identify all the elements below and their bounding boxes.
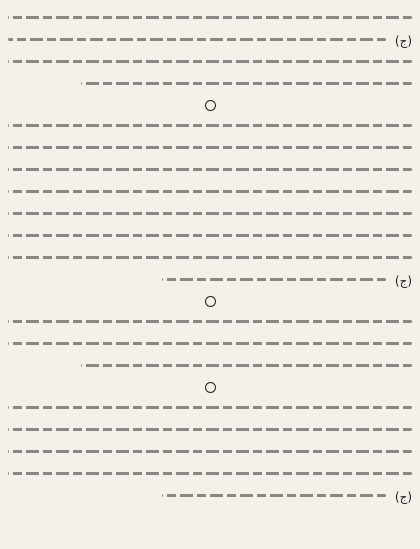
section-separator xyxy=(8,292,412,310)
letter-section-4 xyxy=(8,396,412,506)
reply-line xyxy=(8,268,412,290)
letter-section-1 xyxy=(8,6,412,94)
letter-line xyxy=(8,440,412,462)
letter-line xyxy=(8,418,412,440)
letter-line xyxy=(8,114,412,136)
reply-line xyxy=(8,484,412,506)
letter-section-3 xyxy=(8,310,412,376)
letter-line xyxy=(8,396,412,418)
letter-line xyxy=(8,354,412,376)
letter-line xyxy=(8,462,412,484)
letter-line xyxy=(8,136,412,158)
reply-line xyxy=(8,72,412,94)
reply-marker: (ج) xyxy=(394,490,412,504)
reply-line xyxy=(8,28,412,50)
letter-line xyxy=(8,158,412,180)
letter-section-2 xyxy=(8,114,412,290)
circle-ornament-icon xyxy=(205,100,216,111)
reply-marker: (ج) xyxy=(394,34,412,48)
letter-line xyxy=(8,180,412,202)
letter-line xyxy=(8,202,412,224)
reply-line xyxy=(8,50,412,72)
circle-ornament-icon xyxy=(205,382,216,393)
circle-ornament-icon xyxy=(205,296,216,307)
letter-line xyxy=(8,332,412,354)
section-separator xyxy=(8,378,412,396)
letter-line xyxy=(8,246,412,268)
reply-marker: (ج) xyxy=(394,274,412,288)
letter-line xyxy=(8,6,412,28)
section-separator xyxy=(8,96,412,114)
letter-line xyxy=(8,310,412,332)
letter-line xyxy=(8,224,412,246)
